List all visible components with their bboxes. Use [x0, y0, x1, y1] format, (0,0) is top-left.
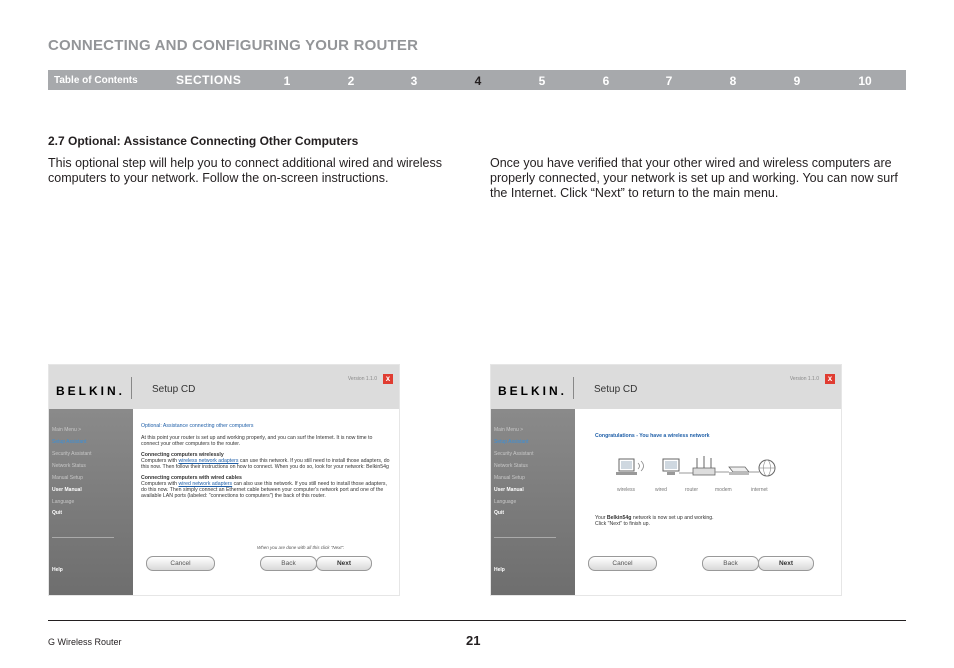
section-link-8[interactable]: 8 — [729, 74, 737, 88]
label-modem: modem — [715, 487, 732, 493]
sections-label: SECTIONS — [176, 73, 242, 87]
logo-divider — [573, 377, 574, 399]
done-hint: When you are done with all this click "Next". — [257, 545, 345, 550]
belkin-logo: BELKIN. — [56, 384, 125, 398]
section-link-2[interactable]: 2 — [347, 74, 355, 88]
section-link-9[interactable]: 9 — [793, 74, 801, 88]
sidebar-item-language[interactable]: Language — [494, 499, 517, 505]
setup-cd-title: Setup CD — [152, 384, 196, 395]
sidebar-menu — [49, 409, 133, 595]
intro-text: At this point your router is set up and working properly, and you can surf the Internet. It is now time to connect your other computers to the router. — [141, 435, 373, 447]
section-link-6[interactable]: 6 — [602, 74, 610, 88]
content-title: Optional: Assistance connecting other computers — [141, 423, 254, 429]
wireless-computer-icon — [616, 459, 644, 475]
setup-cd-title: Setup CD — [594, 384, 638, 395]
section-link-3[interactable]: 3 — [410, 74, 418, 88]
router-icon — [693, 456, 729, 475]
sidebar-divider — [494, 537, 556, 538]
label-router: router — [685, 487, 699, 493]
status-text: Your Belkin54g network is now set up and working. Click "Next" to finish up. — [595, 515, 842, 527]
sidebar-item-help[interactable]: Help — [52, 567, 63, 573]
label-wired: wired — [655, 487, 667, 493]
table-of-contents-link[interactable]: Table of Contents — [54, 75, 138, 86]
version-label: Version 1.1.0 — [789, 376, 819, 382]
section-nav-bar — [48, 70, 906, 90]
modem-icon — [729, 467, 759, 475]
section-heading: 2.7 Optional: Assistance Connecting Other Computers — [48, 134, 359, 148]
sidebar-item-manual-setup[interactable]: Manual Setup — [52, 475, 83, 481]
close-icon[interactable]: x — [383, 374, 393, 384]
optional-content — [141, 423, 391, 499]
sidebar-item-setup-assistant[interactable]: Setup Assistant — [52, 439, 87, 445]
sidebar-item-main-menu[interactable]: Main Menu > — [52, 427, 82, 433]
sidebar-item-network-status[interactable]: Network Status — [52, 463, 86, 469]
sidebar-item-help[interactable]: Help — [494, 567, 505, 573]
network-diagram — [611, 453, 781, 485]
label-wireless: wireless — [617, 487, 636, 493]
left-paragraph: This optional step will help you to connect additional wired and wireless computers to your network. Follow the on-screen instructions. — [48, 156, 442, 185]
setup-cd-screenshot-optional — [48, 364, 400, 596]
section-link-10[interactable]: 10 — [858, 74, 872, 88]
sidebar-item-network-status[interactable]: Network Status — [494, 463, 528, 469]
sidebar-item-main-menu[interactable]: Main Menu > — [494, 427, 524, 433]
page-number: 21 — [466, 633, 481, 648]
wireless-text: Computers with wireless network adapters can use this network. If you still need to install those adapters, do this now. Then follow their instructions on how to connect. When you do so, look for your network: Belkin54g — [141, 458, 390, 470]
cancel-button[interactable]: Cancel — [146, 556, 215, 571]
section-link-4-active[interactable]: 4 — [474, 74, 482, 88]
footer-product-name: G Wireless Router — [48, 637, 122, 647]
congrats-title: Congratulations - You have a wireless network — [595, 433, 710, 439]
wired-text: Computers with wired network adapters can also use this network. If you still need to install those adapters, do this now. Then simply connect an Ethernet cable between your computer's network port and one of the available LAN ports (labeled: "connections to computers") the back of this router. — [141, 481, 387, 499]
sidebar-item-manual-setup[interactable]: Manual Setup — [494, 475, 525, 481]
wireless-adapters-link[interactable]: wireless network adapters — [178, 458, 239, 464]
wireless-heading: Connecting computers wirelessly — [141, 452, 224, 458]
wired-heading: Connecting computers with wired cables — [141, 475, 242, 481]
sidebar-item-language[interactable]: Language — [52, 499, 75, 505]
next-button[interactable]: Next — [316, 556, 372, 571]
wired-adapters-link[interactable]: wired network adapters — [178, 481, 233, 487]
sidebar-item-user-manual[interactable]: User Manual — [494, 487, 524, 493]
page-header-title: CONNECTING AND CONFIGURING YOUR ROUTER — [48, 37, 419, 54]
back-button[interactable]: Back — [702, 556, 759, 571]
sidebar-menu — [491, 409, 575, 595]
right-paragraph: Once you have verified that your other wired and wireless computers are properly connected, your network is set up and working. You can now surf the Internet. Click “Next” to return to the main menu. — [490, 156, 898, 200]
sidebar-item-setup-assistant[interactable]: Setup Assistant — [494, 439, 529, 445]
sidebar-item-quit[interactable]: Quit — [494, 510, 504, 516]
footer-divider — [48, 620, 906, 621]
belkin-logo: BELKIN. — [498, 384, 567, 398]
section-link-5[interactable]: 5 — [538, 74, 546, 88]
setup-cd-screenshot-congratulations — [490, 364, 842, 596]
sidebar-item-quit[interactable]: Quit — [52, 510, 62, 516]
close-icon[interactable]: x — [825, 374, 835, 384]
version-label: Version 1.1.0 — [347, 376, 377, 382]
sidebar-divider — [52, 537, 114, 538]
finish-text: Click "Next" to finish up. — [595, 521, 651, 527]
label-internet: internet — [751, 487, 768, 493]
sidebar-item-user-manual[interactable]: User Manual — [52, 487, 82, 493]
internet-globe-icon — [759, 460, 775, 476]
cancel-button[interactable]: Cancel — [588, 556, 657, 571]
wired-computer-icon — [663, 459, 693, 475]
logo-divider — [131, 377, 132, 399]
section-link-1[interactable]: 1 — [283, 74, 291, 88]
back-button[interactable]: Back — [260, 556, 317, 571]
section-link-7[interactable]: 7 — [665, 74, 673, 88]
next-button[interactable]: Next — [758, 556, 814, 571]
sidebar-item-security-assistant[interactable]: Security Assistant — [494, 451, 534, 457]
sidebar-item-security-assistant[interactable]: Security Assistant — [52, 451, 92, 457]
